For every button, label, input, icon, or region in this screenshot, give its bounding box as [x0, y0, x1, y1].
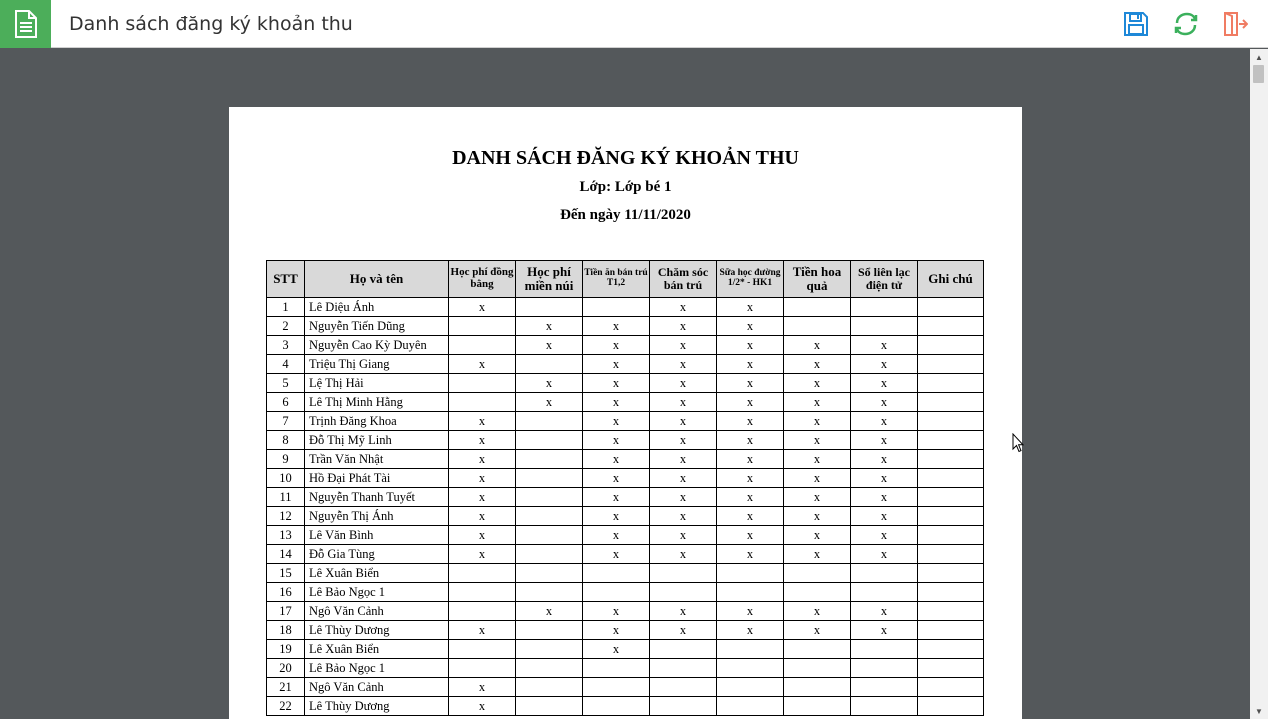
row-mark-cell — [650, 659, 717, 678]
row-mark-cell: x — [583, 355, 650, 374]
row-stt: 6 — [267, 393, 305, 412]
row-name: Nguyễn Thị Ánh — [305, 507, 449, 526]
row-mark-cell — [918, 545, 984, 564]
document-icon — [0, 0, 51, 48]
row-mark-cell — [784, 659, 851, 678]
row-name: Đỗ Gia Tùng — [305, 545, 449, 564]
row-stt: 13 — [267, 526, 305, 545]
refresh-button[interactable] — [1173, 11, 1199, 37]
row-mark-cell — [918, 431, 984, 450]
table-row — [267, 355, 984, 374]
row-mark-cell: x — [784, 545, 851, 564]
table-row — [267, 602, 984, 621]
row-mark-cell: x — [717, 469, 784, 488]
row-mark-cell: x — [650, 469, 717, 488]
row-mark-cell: x — [650, 602, 717, 621]
row-stt: 3 — [267, 336, 305, 355]
row-name: Lê Bảo Ngọc 1 — [305, 583, 449, 602]
date-line: Đến ngày 11/11/2020 — [560, 207, 691, 223]
row-mark-cell: x — [583, 545, 650, 564]
row-mark-cell: x — [449, 507, 516, 526]
row-mark-cell — [851, 659, 918, 678]
scrollbar-thumb[interactable] — [1253, 65, 1264, 83]
row-mark-cell: x — [650, 621, 717, 640]
row-mark-cell — [516, 583, 583, 602]
row-name: Lê Thùy Dương — [305, 621, 449, 640]
row-stt: 14 — [267, 545, 305, 564]
row-stt: 11 — [267, 488, 305, 507]
row-name: Trần Văn Nhật — [305, 450, 449, 469]
row-mark-cell — [583, 564, 650, 583]
row-mark-cell: x — [851, 621, 918, 640]
row-mark-cell: x — [449, 526, 516, 545]
row-stt: 16 — [267, 583, 305, 602]
row-mark-cell — [717, 697, 784, 716]
row-mark-cell — [851, 583, 918, 602]
row-mark-cell: x — [583, 317, 650, 336]
row-mark-cell: x — [717, 298, 784, 317]
row-mark-cell — [918, 507, 984, 526]
row-mark-cell — [918, 412, 984, 431]
row-mark-cell: x — [516, 602, 583, 621]
row-mark-cell — [918, 621, 984, 640]
refresh-icon — [1173, 11, 1199, 37]
row-mark-cell — [583, 583, 650, 602]
table-row — [267, 659, 984, 678]
row-mark-cell — [516, 298, 583, 317]
row-name: Nguyễn Cao Kỳ Duyên — [305, 336, 449, 355]
row-name: Lệ Thị Hải — [305, 374, 449, 393]
row-mark-cell: x — [583, 526, 650, 545]
row-mark-cell: x — [650, 450, 717, 469]
row-mark-cell — [449, 602, 516, 621]
row-mark-cell: x — [717, 621, 784, 640]
row-mark-cell — [583, 659, 650, 678]
table-row — [267, 564, 984, 583]
row-mark-cell — [583, 697, 650, 716]
row-mark-cell: x — [583, 431, 650, 450]
header-hoc-phi-dong-bang: Học phí đồng bằng — [449, 261, 516, 298]
row-mark-cell: x — [851, 507, 918, 526]
table-row — [267, 621, 984, 640]
table-row — [267, 583, 984, 602]
row-mark-cell — [516, 526, 583, 545]
row-mark-cell: x — [516, 336, 583, 355]
row-mark-cell — [583, 298, 650, 317]
header-stt: STT — [267, 261, 305, 298]
page-title: Danh sách đăng ký khoản thu — [69, 13, 353, 35]
row-name: Trịnh Đăng Khoa — [305, 412, 449, 431]
row-mark-cell — [516, 507, 583, 526]
document-title: DANH SÁCH ĐĂNG KÝ KHOẢN THU — [452, 147, 799, 169]
row-mark-cell: x — [784, 469, 851, 488]
row-mark-cell — [516, 564, 583, 583]
row-mark-cell — [516, 488, 583, 507]
row-mark-cell: x — [583, 488, 650, 507]
row-mark-cell: x — [650, 488, 717, 507]
table-row — [267, 526, 984, 545]
row-name: Nguyễn Tiến Dũng — [305, 317, 449, 336]
row-mark-cell — [516, 431, 583, 450]
row-mark-cell — [449, 393, 516, 412]
row-mark-cell — [449, 317, 516, 336]
table-row — [267, 431, 984, 450]
row-mark-cell — [918, 526, 984, 545]
row-mark-cell: x — [851, 450, 918, 469]
row-mark-cell: x — [851, 488, 918, 507]
row-stt: 10 — [267, 469, 305, 488]
header-name: Họ và tên — [305, 261, 449, 298]
row-mark-cell: x — [784, 336, 851, 355]
row-mark-cell — [516, 640, 583, 659]
table-row — [267, 640, 984, 659]
row-mark-cell — [516, 355, 583, 374]
row-stt: 12 — [267, 507, 305, 526]
row-mark-cell: x — [516, 317, 583, 336]
row-mark-cell: x — [717, 431, 784, 450]
table-row — [267, 697, 984, 716]
row-mark-cell — [918, 678, 984, 697]
header-hoc-phi-mien-nui: Học phí miền núi — [516, 261, 583, 298]
row-mark-cell: x — [449, 298, 516, 317]
row-mark-cell: x — [650, 355, 717, 374]
row-mark-cell: x — [717, 412, 784, 431]
row-mark-cell: x — [851, 412, 918, 431]
row-stt: 15 — [267, 564, 305, 583]
table-header-row — [267, 261, 984, 298]
row-mark-cell: x — [851, 469, 918, 488]
row-mark-cell: x — [717, 488, 784, 507]
row-mark-cell — [516, 621, 583, 640]
row-mark-cell — [918, 640, 984, 659]
row-mark-cell: x — [717, 450, 784, 469]
row-mark-cell — [449, 640, 516, 659]
row-mark-cell — [784, 640, 851, 659]
row-name: Lê Bảo Ngọc 1 — [305, 659, 449, 678]
row-mark-cell: x — [449, 545, 516, 564]
row-mark-cell — [918, 583, 984, 602]
top-toolbar — [0, 0, 1268, 48]
row-mark-cell: x — [717, 545, 784, 564]
row-mark-cell — [918, 602, 984, 621]
row-mark-cell: x — [784, 412, 851, 431]
row-mark-cell: x — [784, 393, 851, 412]
row-stt: 20 — [267, 659, 305, 678]
row-mark-cell: x — [449, 488, 516, 507]
row-mark-cell — [918, 564, 984, 583]
header-cham-soc-ban-tru: Chăm sóc bán trú — [650, 261, 717, 298]
row-mark-cell: x — [583, 469, 650, 488]
row-mark-cell: x — [650, 317, 717, 336]
row-mark-cell: x — [650, 298, 717, 317]
row-mark-cell — [717, 583, 784, 602]
row-mark-cell — [918, 298, 984, 317]
row-name: Hồ Đại Phát Tài — [305, 469, 449, 488]
row-mark-cell — [851, 317, 918, 336]
row-mark-cell: x — [650, 412, 717, 431]
header-sua-hoc-duong: Sữa học đường 1/2* - HK1 — [717, 261, 784, 298]
row-mark-cell — [918, 659, 984, 678]
row-name: Lê Xuân Biển — [305, 564, 449, 583]
row-mark-cell — [717, 564, 784, 583]
row-mark-cell — [784, 298, 851, 317]
table-row — [267, 374, 984, 393]
row-mark-cell: x — [717, 602, 784, 621]
row-mark-cell — [583, 678, 650, 697]
row-mark-cell — [650, 564, 717, 583]
row-mark-cell: x — [650, 526, 717, 545]
row-mark-cell — [784, 583, 851, 602]
row-mark-cell — [918, 355, 984, 374]
row-mark-cell — [784, 317, 851, 336]
row-mark-cell — [449, 659, 516, 678]
row-mark-cell: x — [650, 431, 717, 450]
table-row — [267, 336, 984, 355]
row-name: Lê Thị Minh Hằng — [305, 393, 449, 412]
row-mark-cell — [918, 317, 984, 336]
row-mark-cell — [650, 640, 717, 659]
row-mark-cell: x — [583, 640, 650, 659]
row-name: Lê Thùy Dương — [305, 697, 449, 716]
row-mark-cell — [784, 564, 851, 583]
row-stt: 22 — [267, 697, 305, 716]
row-mark-cell: x — [583, 412, 650, 431]
row-stt: 19 — [267, 640, 305, 659]
row-mark-cell — [717, 678, 784, 697]
row-stt: 1 — [267, 298, 305, 317]
row-stt: 7 — [267, 412, 305, 431]
table-row — [267, 488, 984, 507]
row-mark-cell — [516, 659, 583, 678]
row-mark-cell — [784, 678, 851, 697]
table-row — [267, 507, 984, 526]
row-stt: 2 — [267, 317, 305, 336]
row-stt: 18 — [267, 621, 305, 640]
class-line: Lớp: Lớp bé 1 — [579, 179, 672, 195]
document-viewer[interactable] — [0, 49, 1250, 719]
header-tien-an-ban-tru: Tiền ăn bán trú T1,2 — [583, 261, 650, 298]
row-mark-cell: x — [449, 412, 516, 431]
table-row — [267, 298, 984, 317]
row-mark-cell: x — [583, 602, 650, 621]
row-stt: 9 — [267, 450, 305, 469]
save-button[interactable] — [1123, 11, 1149, 37]
row-mark-cell — [851, 298, 918, 317]
row-mark-cell: x — [784, 431, 851, 450]
row-mark-cell — [449, 564, 516, 583]
row-mark-cell — [784, 697, 851, 716]
row-mark-cell: x — [784, 450, 851, 469]
row-name: Lê Diệu Ánh — [305, 298, 449, 317]
mouse-cursor-icon — [1012, 433, 1024, 453]
table-row — [267, 317, 984, 336]
row-mark-cell — [851, 697, 918, 716]
row-mark-cell: x — [851, 393, 918, 412]
row-mark-cell: x — [583, 621, 650, 640]
table-row — [267, 450, 984, 469]
row-mark-cell: x — [717, 317, 784, 336]
row-mark-cell — [516, 678, 583, 697]
row-mark-cell — [516, 412, 583, 431]
row-stt: 17 — [267, 602, 305, 621]
row-mark-cell — [449, 374, 516, 393]
row-mark-cell — [851, 564, 918, 583]
row-mark-cell: x — [851, 526, 918, 545]
row-mark-cell — [516, 450, 583, 469]
row-name: Ngô Văn Cảnh — [305, 602, 449, 621]
row-mark-cell: x — [851, 602, 918, 621]
row-stt: 8 — [267, 431, 305, 450]
row-mark-cell: x — [784, 488, 851, 507]
row-mark-cell — [918, 469, 984, 488]
header-ghi-chu: Ghi chú — [918, 261, 984, 298]
scroll-down-arrow-icon[interactable]: ▼ — [1255, 706, 1263, 716]
row-mark-cell: x — [851, 336, 918, 355]
table-row — [267, 469, 984, 488]
row-mark-cell: x — [449, 621, 516, 640]
row-mark-cell: x — [717, 507, 784, 526]
row-name: Ngô Văn Cảnh — [305, 678, 449, 697]
row-mark-cell: x — [583, 450, 650, 469]
row-name: Triệu Thị Giang — [305, 355, 449, 374]
row-mark-cell — [650, 697, 717, 716]
document-page — [229, 107, 1022, 719]
vertical-scrollbar[interactable] — [1250, 49, 1268, 719]
header-tien-hoa-qua: Tiền hoa quả — [784, 261, 851, 298]
row-mark-cell — [717, 659, 784, 678]
row-name: Đỗ Thị Mỹ Linh — [305, 431, 449, 450]
row-mark-cell: x — [851, 545, 918, 564]
row-mark-cell: x — [516, 393, 583, 412]
row-mark-cell — [449, 336, 516, 355]
row-mark-cell — [449, 583, 516, 602]
row-stt: 4 — [267, 355, 305, 374]
row-mark-cell: x — [583, 374, 650, 393]
row-mark-cell: x — [449, 450, 516, 469]
table-row — [267, 393, 984, 412]
row-mark-cell: x — [784, 621, 851, 640]
row-mark-cell: x — [650, 336, 717, 355]
row-mark-cell: x — [583, 393, 650, 412]
row-mark-cell: x — [449, 431, 516, 450]
row-mark-cell: x — [583, 507, 650, 526]
row-mark-cell: x — [583, 336, 650, 355]
row-mark-cell — [717, 640, 784, 659]
row-mark-cell — [516, 469, 583, 488]
row-mark-cell: x — [784, 602, 851, 621]
row-mark-cell — [918, 393, 984, 412]
row-mark-cell: x — [784, 526, 851, 545]
scroll-up-arrow-icon[interactable]: ▲ — [1255, 52, 1263, 62]
row-mark-cell: x — [449, 355, 516, 374]
row-stt: 21 — [267, 678, 305, 697]
table-row — [267, 545, 984, 564]
row-mark-cell — [918, 336, 984, 355]
table-row — [267, 678, 984, 697]
row-mark-cell: x — [784, 507, 851, 526]
row-mark-cell: x — [784, 355, 851, 374]
row-mark-cell: x — [516, 374, 583, 393]
row-mark-cell — [516, 697, 583, 716]
row-mark-cell: x — [650, 507, 717, 526]
row-mark-cell: x — [449, 678, 516, 697]
row-mark-cell — [918, 697, 984, 716]
row-name: Nguyễn Thanh Tuyết — [305, 488, 449, 507]
row-mark-cell: x — [851, 355, 918, 374]
row-stt: 5 — [267, 374, 305, 393]
row-mark-cell: x — [650, 374, 717, 393]
row-mark-cell: x — [717, 355, 784, 374]
row-mark-cell: x — [717, 393, 784, 412]
header-so-lien-lac: Sổ liên lạc điện tử — [851, 261, 918, 298]
exit-icon — [1222, 11, 1248, 37]
row-mark-cell — [851, 640, 918, 659]
row-mark-cell — [918, 374, 984, 393]
row-mark-cell: x — [717, 336, 784, 355]
row-mark-cell — [516, 545, 583, 564]
row-mark-cell: x — [784, 374, 851, 393]
table-row — [267, 412, 984, 431]
row-mark-cell: x — [449, 697, 516, 716]
row-mark-cell: x — [650, 393, 717, 412]
save-icon — [1123, 11, 1149, 37]
row-mark-cell: x — [851, 374, 918, 393]
row-mark-cell: x — [449, 469, 516, 488]
row-mark-cell — [650, 583, 717, 602]
row-mark-cell — [918, 488, 984, 507]
row-name: Lê Xuân Biển — [305, 640, 449, 659]
row-mark-cell: x — [717, 374, 784, 393]
row-name: Lê Văn Bình — [305, 526, 449, 545]
row-mark-cell: x — [717, 526, 784, 545]
row-mark-cell — [918, 450, 984, 469]
fee-table — [266, 260, 984, 716]
row-mark-cell: x — [851, 431, 918, 450]
row-mark-cell — [851, 678, 918, 697]
row-mark-cell — [650, 678, 717, 697]
row-mark-cell: x — [650, 545, 717, 564]
exit-button[interactable] — [1222, 11, 1248, 37]
